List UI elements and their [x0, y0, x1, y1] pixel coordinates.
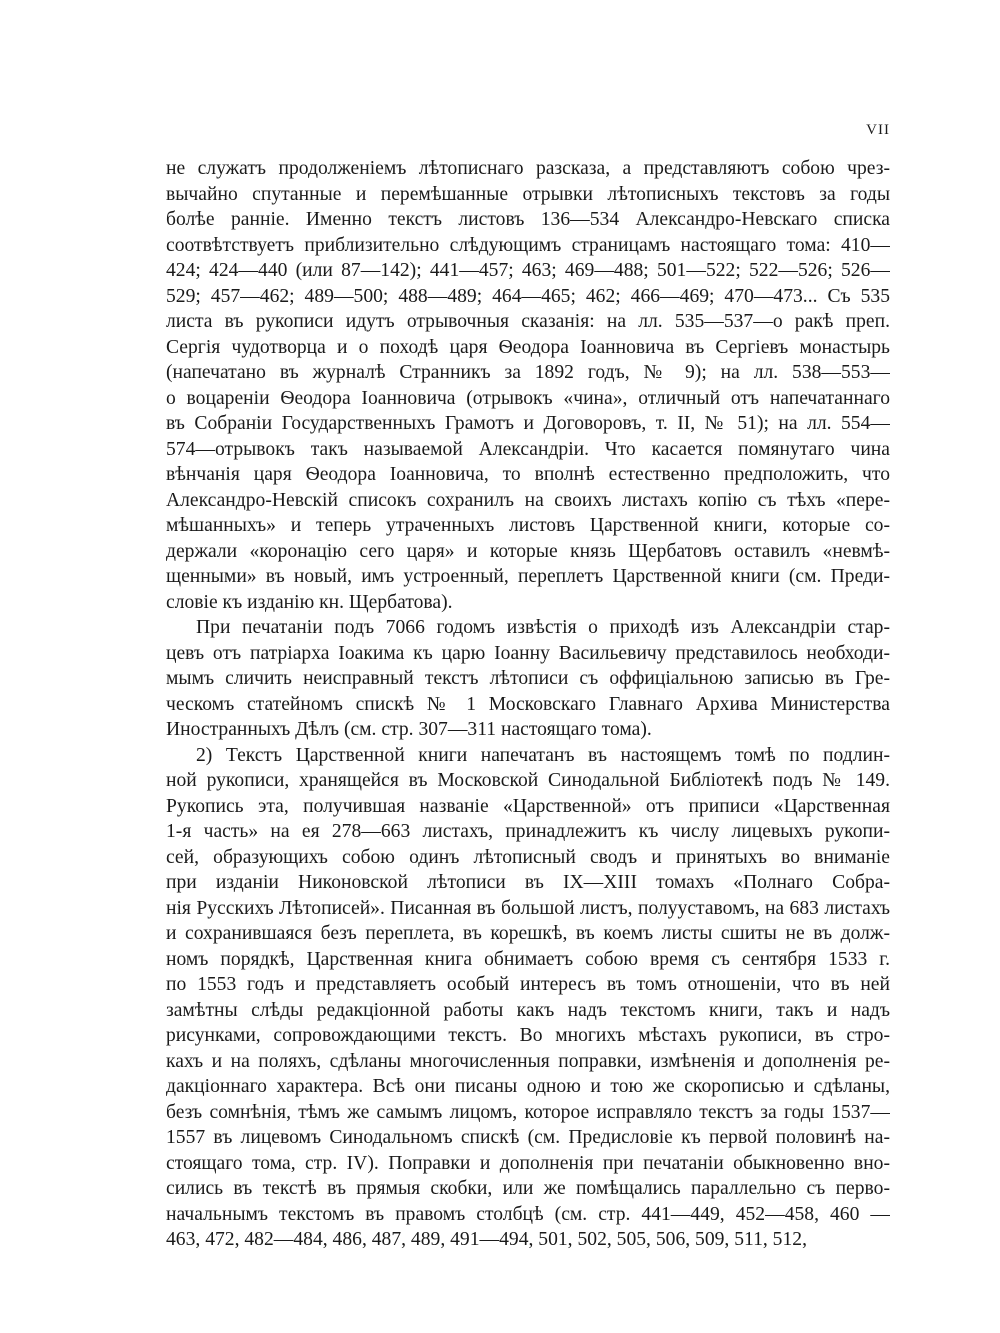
- text-line: Иностранныхъ Дѣлъ (см. стр. 307—311 настоящаго тома).: [166, 719, 652, 740]
- paragraph-1: [166, 156, 890, 615]
- text-line: При печатаніи подъ 7066 годомъ извѣстія о приходѣ изъ Александріи стар-: [196, 617, 890, 638]
- text-line: безъ сомнѣнія, тѣмъ же самымъ лицомъ, которое исправляло текстъ за годы 1537—: [166, 1101, 890, 1123]
- text-line: при изданіи Никоновской лѣтописи въ IX—XIII томахъ «Полнаго Собра-: [166, 872, 890, 893]
- text-line: рисунками, сопровождающими текстъ. Во многихъ мѣстахъ рукописи, въ стро-: [166, 1025, 890, 1046]
- text-line: и сохранившаяся безъ переплета, въ корешкѣ, въ коемъ листы сшиты не въ долж-: [166, 923, 890, 944]
- page-number: VII: [866, 122, 890, 138]
- text-line: ческомъ статейномъ спискѣ № 1 Московскаго Главнаго Архива Министерства: [166, 693, 890, 715]
- text-line: номъ порядкѣ, Царственная книга обнимаетъ собою время съ сентября 1533 г.: [166, 948, 890, 970]
- text-line: 463, 472, 482—484, 486, 487, 489, 491—494, 501, 502, 505, 506, 509, 511, 512,: [166, 1229, 807, 1250]
- text-line: щенными» въ новый, имъ устроенный, переплетъ Царственной книги (см. Преди-: [166, 566, 890, 587]
- text-line: нія Русскихъ Лѣтописей». Писанная въ большой листъ, полууставомъ, на 683 листахъ: [166, 897, 890, 919]
- text-line: словіе къ изданію кн. Щербатова).: [166, 591, 453, 613]
- paragraph-2: [166, 615, 890, 743]
- text-line: (напечатано въ журналѣ Странникъ за 1892 годъ, № 9); на лл. 538—553—: [166, 362, 890, 383]
- text-line: сей, образующихъ собою одинъ лѣтописный сводъ и принятыхъ во вниманіе: [166, 846, 890, 868]
- text-line: 1557 въ лицевомъ Синодальномъ спискѣ (см. Предисловіе къ первой половинѣ на-: [166, 1127, 890, 1148]
- text-line: не служатъ продолженіемъ лѣтописнаго разсказа, а представляютъ собою чрез-: [166, 158, 890, 179]
- text-line: сились въ текстѣ въ прямыя скобки, или же помѣщались параллельно съ перво-: [166, 1178, 890, 1199]
- text-line: соотвѣтствуетъ приблизительно слѣдующимъ страницамъ настоящаго тома: 410—: [166, 234, 890, 256]
- text-line: 574—отрывокъ такъ называемой Александріи. Что касается помянутаго чина: [166, 438, 890, 460]
- paragraph-3: [166, 743, 890, 1253]
- text-line: Рукопись эта, получившая названіе «Царственной» отъ приписи «Царственная: [166, 795, 890, 817]
- text-line: кахъ и на поляхъ, сдѣланы многочисленныя поправки, измѣненія и дополненія ре-: [166, 1050, 890, 1072]
- text-line: дакціоннаго характера. Всѣ они писаны одною и тою же скорописью и сдѣланы,: [166, 1076, 890, 1097]
- text-line: держали «коронацію сего царя» и которые князь Щербатовъ оставилъ «невмѣ-: [166, 540, 890, 562]
- text-line: мѣшанныхъ» и теперь утраченныхъ листовъ Царственной книги, которые со-: [166, 515, 890, 536]
- text-line: вѣнчанія царя Ѳеодора Іоанновича, то вполнѣ естественно предположить, что: [166, 464, 890, 485]
- body-text: [166, 156, 890, 1253]
- text-line: 424; 424—440 (или 87—142); 441—457; 463; 469—488; 501—522; 522—526; 526—: [166, 260, 890, 281]
- text-line: 2) Текстъ Царственной книги напечатанъ въ настоящемъ томѣ по подлин-: [196, 744, 890, 766]
- text-line: вычайно спутанные и перемѣшанные отрывки лѣтописныхъ текстовъ за годы: [166, 183, 890, 205]
- text-line: стоящаго тома, стр. IV). Поправки и дополненія при печатаніи обыкновенно вно-: [166, 1152, 890, 1174]
- text-line: въ Собраніи Государственныхъ Грамотъ и Договоровъ, т. II, № 51); на лл. 554—: [166, 413, 890, 434]
- text-line: начальнымъ текстомъ въ правомъ столбцѣ (см. стр. 441—449, 452—458, 460 —: [166, 1203, 890, 1225]
- text-line: Сергія чудотворца и о походѣ царя Ѳеодора Іоанновича въ Сергіевъ монастырь: [166, 336, 890, 358]
- text-line: о воцареніи Ѳеодора Іоанновича (отрывокъ «чина», отличный отъ напечатаннаго: [166, 387, 890, 409]
- text-line: мымъ сличить неисправный текстъ лѣтописи съ оффиціальною записью въ Гре-: [166, 668, 890, 689]
- text-line: замѣтны слѣды редакціонной работы какъ надъ текстомъ книги, такъ и надъ: [166, 999, 890, 1021]
- text-line: ной рукописи, хранящейся въ Московской Синодальной Библіотекѣ подъ № 149.: [166, 770, 890, 791]
- text-line: 529; 457—462; 489—500; 488—489; 464—465; 462; 466—469; 470—473... Съ 535: [166, 285, 890, 307]
- text-line: по 1553 годъ и представляетъ особый интересъ въ томъ отношеніи, что въ ней: [166, 974, 890, 995]
- text-line: 1-я часть» на ея 278—663 листахъ, принадлежитъ къ числу лицевыхъ рукопи-: [166, 821, 890, 842]
- text-line: Александро-Невскій списокъ сохранилъ на своихъ листахъ копію съ тѣхъ «пере-: [166, 489, 890, 511]
- text-line: листа въ рукописи идутъ отрывочныя сказанія: на лл. 535—537—о ракѣ преп.: [166, 311, 890, 332]
- text-line: цевъ отъ патріарха Іоакима къ царю Іоанну Васильевичу представилось необходи-: [166, 642, 890, 664]
- text-line: болѣе ранніе. Именно текстъ листовъ 136—534 Александро-Невскаго списка: [166, 209, 890, 230]
